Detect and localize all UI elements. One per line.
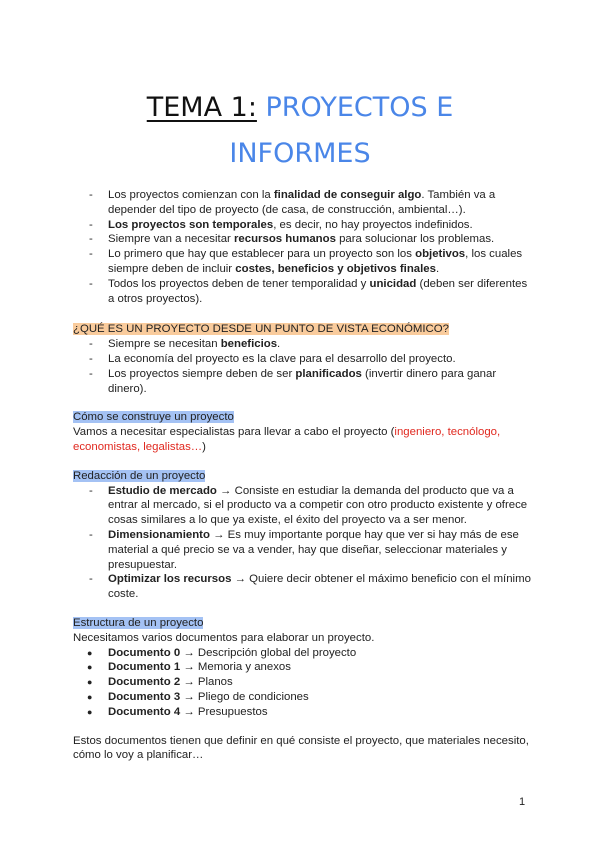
list-item: - Todos los proyectos deben de tener temporalidad y unicidad (deben ser diferentes a otros proyectos).	[73, 277, 533, 307]
redaction-list	[73, 484, 533, 602]
title-tema: TEMA 1:	[146, 92, 257, 123]
list-item: - Optimizar los recursos → Quiere decir obtener el máximo beneficio con el mínimo coste.	[73, 572, 533, 602]
title-line-1	[0, 86, 600, 130]
section-heading-economic: ¿QUÉ ES UN PROYECTO DESDE UN PUNTO DE VISTA ECONÓMICO?	[73, 323, 449, 336]
list-item: ● Documento 4 → Presupuestos	[73, 705, 533, 720]
construction-text: Vamos a necesitar especialistas para llevar a cabo el proyecto (ingeniero, tecnólogo, economistas, legalistas…)	[73, 426, 501, 453]
list-item: - Los proyectos son temporales, es decir, no hay proyectos indefinidos.	[73, 218, 533, 233]
list-item: - La economía del proyecto es la clave para el desarrollo del proyecto.	[73, 352, 533, 367]
documents-list	[73, 646, 533, 720]
list-item: ● Documento 1 → Memoria y anexos	[73, 660, 533, 675]
section-heading-construction: Cómo se construye un proyecto	[73, 411, 234, 424]
list-item: - Estudio de mercado → Consiste en estudiar la demanda del producto que va a entrar al mercado, si el producto va a competir con otro producto existente y ofrece cosas similares a lo que ya existe, el éxito del proyecto va a ser menor.	[73, 484, 533, 528]
title-informes: INFORMES	[229, 138, 371, 169]
economic-list	[73, 337, 533, 396]
list-item: ● Documento 0 → Descripción global del proyecto	[73, 646, 533, 661]
list-item: - Los proyectos comienzan con la finalidad de conseguir algo. También va a depender del tipo de proyecto (de casa, de construcción, ambiental…).	[73, 188, 533, 218]
list-item: - Dimensionamiento → Es muy importante porque hay que ver si hay más de ese material a qué precio se va a vender, hay que diseñar, seleccionar materiales y presupuestar.	[73, 528, 533, 572]
document-body	[73, 188, 533, 763]
intro-list	[73, 188, 533, 306]
section-heading-redaction: Redacción de un proyecto	[73, 469, 206, 482]
page-number: 1	[519, 796, 526, 808]
list-item: ● Documento 3 → Pliego de condiciones	[73, 690, 533, 705]
list-item: - Siempre se necesitan beneficios.	[73, 337, 533, 352]
section-heading-structure: Estructura de un proyecto	[73, 616, 204, 629]
list-item: - Lo primero que hay que establecer para un proyecto son los objetivos, los cuales siempre deben de incluir costes, beneficios y objetivos finales.	[73, 247, 533, 277]
list-item: ● Documento 2 → Planos	[73, 675, 533, 690]
list-item: - Los proyectos siempre deben de ser planificados (invertir dinero para ganar dinero).	[73, 367, 533, 397]
title-line-2	[0, 132, 600, 176]
title-proyectos: PROYECTOS E	[265, 92, 454, 123]
list-item: - Siempre van a necesitar recursos humanos para solucionar los problemas.	[73, 232, 533, 247]
structure-intro: Necesitamos varios documentos para elaborar un proyecto.	[73, 631, 375, 644]
structure-closing: Estos documentos tienen que definir en qué consiste el proyecto, que materiales necesito, cómo lo voy a planificar…	[73, 734, 529, 762]
